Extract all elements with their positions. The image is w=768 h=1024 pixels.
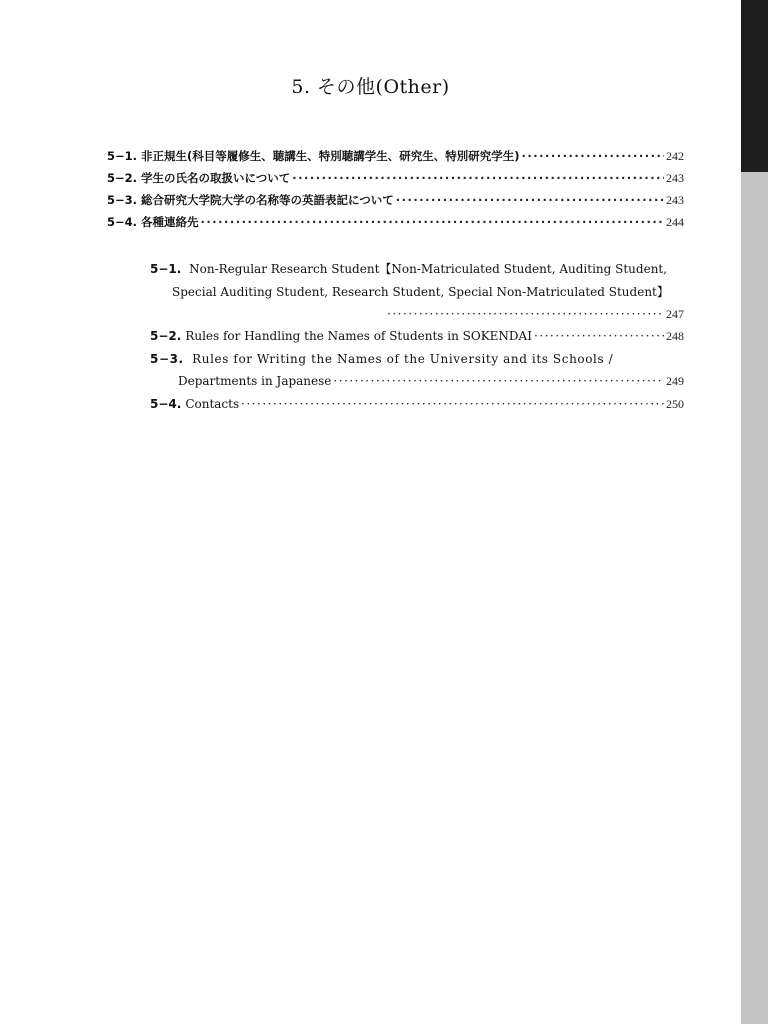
entry-page-number: 250 <box>666 397 684 411</box>
entry-number: 5−1. <box>107 149 138 163</box>
side-tab-dark <box>741 0 768 172</box>
dot-leader <box>396 189 664 211</box>
entry-label: 非正規生(科目等履修生、聴講生、特別聴講学生、研究生、特別研究学生) <box>141 149 520 163</box>
entry-label: Contacts <box>185 397 240 411</box>
entry-page-number: 243 <box>666 171 684 185</box>
entry-number: 5−1. <box>150 262 182 276</box>
entry-label: Rules for Writing the Names of the University and its Schools / <box>192 352 614 366</box>
toc-entry-ja-4[interactable] <box>107 211 684 233</box>
entry-page-number: 243 <box>666 193 684 207</box>
toc-entry-ja-2[interactable] <box>107 167 684 189</box>
entry-page-number: 244 <box>666 215 684 229</box>
entry-number: 5−2. <box>150 329 182 343</box>
toc-entry-en-3-line1[interactable] <box>150 348 613 370</box>
entry-number: 5−4. <box>150 397 182 411</box>
entry-page-number: 249 <box>666 374 684 388</box>
entry-page-number: 248 <box>666 329 684 343</box>
toc-entry-en-1-page-line[interactable] <box>385 303 684 325</box>
toc-entry-en-2[interactable] <box>150 325 684 347</box>
entry-number: 5−3. <box>107 193 138 207</box>
page-title: 5. その他(Other) <box>291 76 450 98</box>
entry-label: 総合研究大学院大学の名称等の英語表記について <box>141 193 394 207</box>
entry-label-continued: Special Auditing Student, Research Student, Special Non-Matriculated Student】 <box>172 285 669 299</box>
toc-entry-en-1-line1[interactable] <box>150 258 667 280</box>
dot-leader <box>241 393 664 415</box>
dot-leader <box>292 167 664 189</box>
toc-entry-ja-3[interactable] <box>107 189 684 211</box>
dot-leader <box>387 303 664 325</box>
entry-number: 5−3. <box>150 352 184 366</box>
entry-label-continued: Departments in Japanese <box>178 374 332 388</box>
dot-leader <box>522 145 664 167</box>
toc-entry-ja-1[interactable] <box>107 145 684 167</box>
entry-label: Non-Regular Research Student【Non-Matriculated Student, Auditing Student, <box>189 262 668 276</box>
entry-label: Rules for Handling the Names of Students in SOKENDAI <box>185 329 532 343</box>
dot-leader <box>201 211 664 233</box>
entry-page-number: 242 <box>666 149 684 163</box>
entry-number: 5−2. <box>107 171 138 185</box>
side-tab-grey <box>741 172 768 1024</box>
dot-leader <box>534 325 664 347</box>
toc-entry-en-4[interactable] <box>150 393 684 415</box>
dot-leader <box>333 370 664 392</box>
toc-entry-en-1-line2[interactable] <box>172 281 669 303</box>
toc-entry-en-3-line2[interactable] <box>178 370 684 392</box>
entry-label: 各種連絡先 <box>141 215 199 229</box>
entry-number: 5−4. <box>107 215 138 229</box>
entry-label: 学生の氏名の取扱いについて <box>141 171 291 185</box>
entry-page-number: 247 <box>666 307 684 321</box>
